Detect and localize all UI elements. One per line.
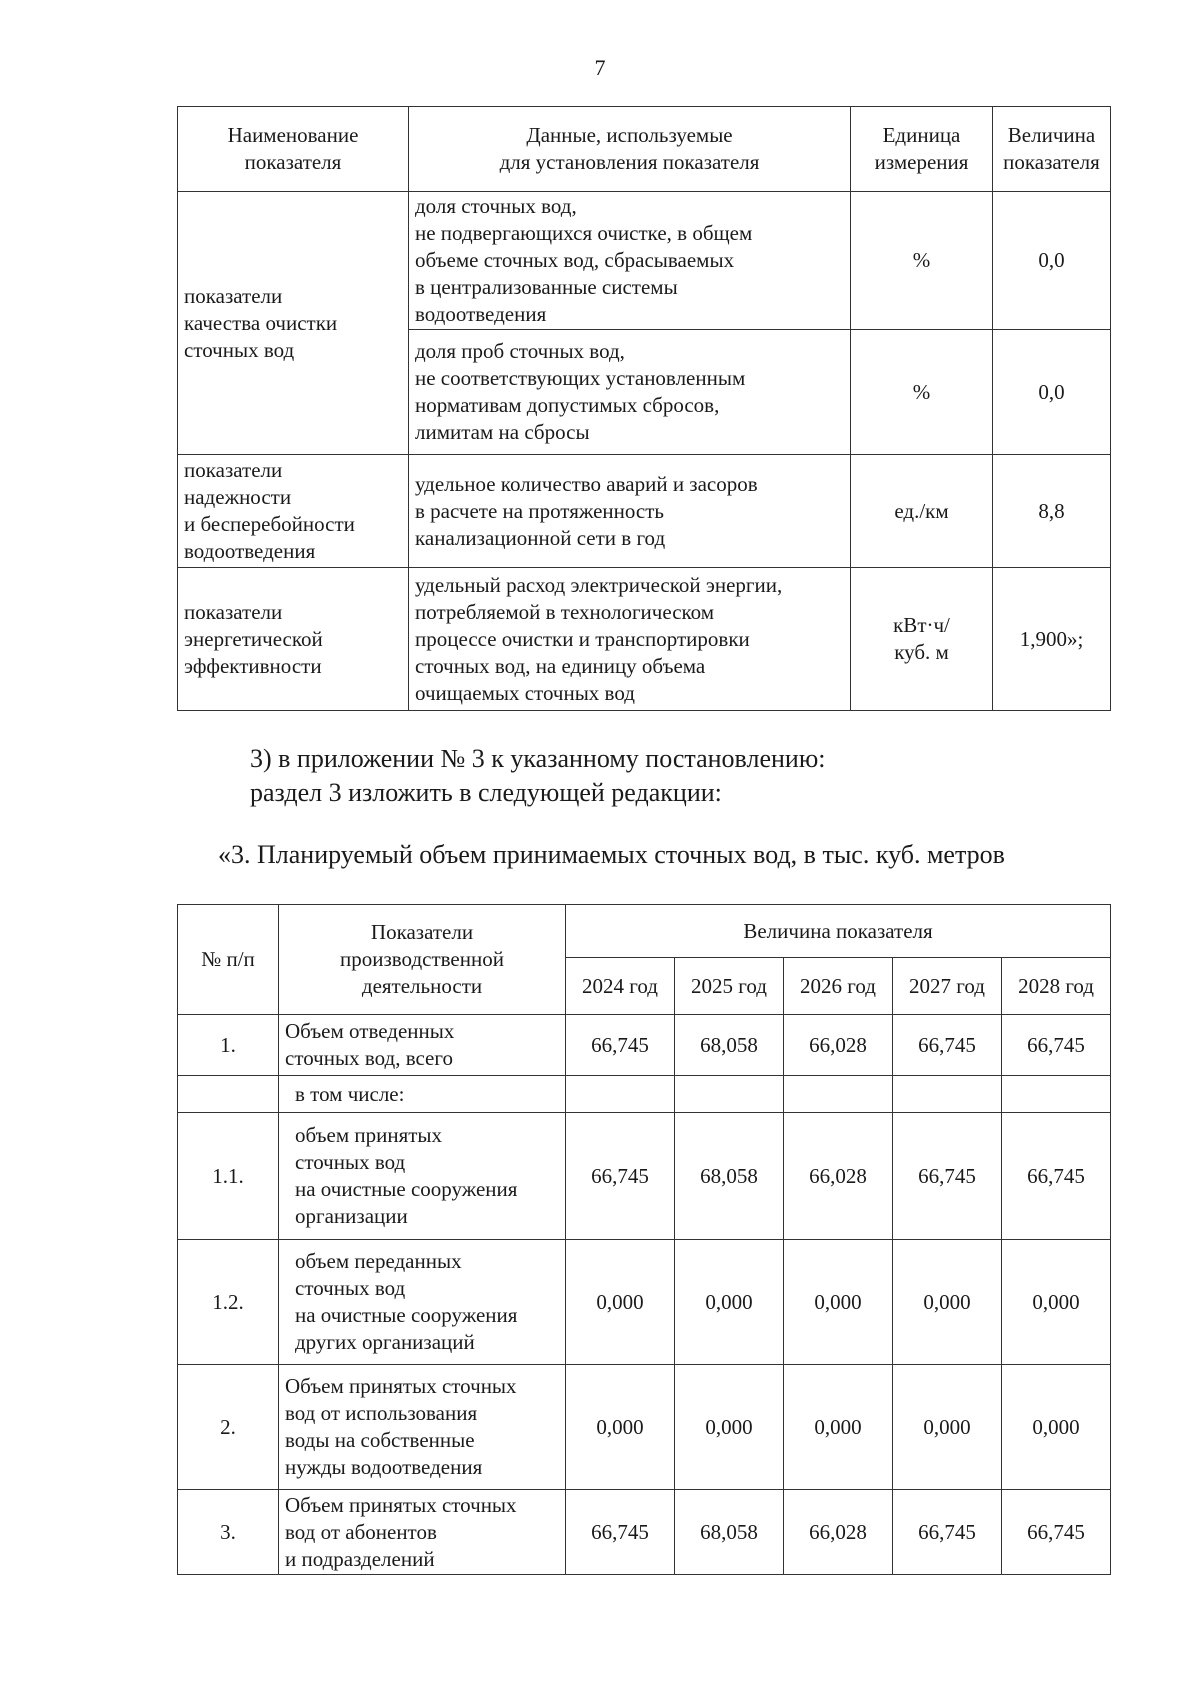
indicator-unit: % xyxy=(851,330,993,455)
section-title: «3. Планируемый объем принимаемых сточных вод, в тыс. куб. метров xyxy=(218,840,1005,869)
row-label: Объем принятых сточных вод от абонентов и подразделений xyxy=(279,1490,566,1575)
indicator-data: удельное количество аварий и засоров в расчете на протяженность канализационной сети в год xyxy=(409,455,851,568)
row-value: 66,745 xyxy=(893,1490,1002,1575)
header-indicator-name: Наименование показателя xyxy=(178,107,409,192)
header-row-number: № п/п xyxy=(178,905,279,1015)
row-value: 0,000 xyxy=(675,1365,784,1490)
row-value: 0,000 xyxy=(784,1240,893,1365)
indicator-data: доля проб сточных вод, не соответствующих установленным нормативам допустимых сбросов, лимитам на сбросы xyxy=(409,330,851,455)
row-value: 68,058 xyxy=(675,1113,784,1240)
header-year: 2024 год xyxy=(566,958,675,1015)
table-row xyxy=(178,1113,1111,1240)
row-label: Объем отведенных сточных вод, всего xyxy=(279,1015,566,1076)
header-year: 2025 год xyxy=(675,958,784,1015)
row-number: 1.1. xyxy=(178,1113,279,1240)
row-number: 3. xyxy=(178,1490,279,1575)
row-label: объем переданных сточных вод на очистные сооружения других организаций xyxy=(279,1240,566,1365)
row-value: 68,058 xyxy=(675,1015,784,1076)
planned-volume-table xyxy=(177,904,1111,1575)
page-number: 7 xyxy=(594,55,606,80)
row-value: 0,000 xyxy=(784,1365,893,1490)
row-value: 68,058 xyxy=(675,1490,784,1575)
header-unit: Единица измерения xyxy=(851,107,993,192)
indicator-data: удельный расход электрической энергии, потребляемой в технологическом процессе очистки и транспортировки сточных вод, на единицу объема очищаемых сточных вод xyxy=(409,568,851,711)
row-value xyxy=(1002,1076,1111,1113)
row-value: 0,000 xyxy=(1002,1240,1111,1365)
row-number: 2. xyxy=(178,1365,279,1490)
row-value: 66,745 xyxy=(566,1015,675,1076)
indicator-value: 0,0 xyxy=(993,192,1111,330)
header-year: 2027 год xyxy=(893,958,1002,1015)
table-row xyxy=(178,1015,1111,1076)
indicator-unit: % xyxy=(851,192,993,330)
row-value: 66,745 xyxy=(1002,1015,1111,1076)
row-value: 0,000 xyxy=(893,1240,1002,1365)
indicators-table xyxy=(177,106,1111,711)
table-row xyxy=(178,455,1111,568)
row-value: 0,000 xyxy=(1002,1365,1111,1490)
header-year: 2026 год xyxy=(784,958,893,1015)
amendment-text: 3) в приложении № 3 к указанному постановлению: раздел 3 изложить в следующей редакции: xyxy=(250,744,826,807)
indicator-value: 0,0 xyxy=(993,330,1111,455)
row-value: 66,028 xyxy=(784,1490,893,1575)
indicator-group-name: показатели надежности и бесперебойности водоотведения xyxy=(178,455,409,568)
row-value xyxy=(566,1076,675,1113)
row-value: 66,745 xyxy=(893,1113,1002,1240)
row-value: 66,745 xyxy=(893,1015,1002,1076)
row-label: объем принятых сточных вод на очистные сооружения организации xyxy=(279,1113,566,1240)
indicator-value: 1,900»; xyxy=(993,568,1111,711)
row-value: 66,028 xyxy=(784,1113,893,1240)
table-row xyxy=(178,1490,1111,1575)
indicator-group-name: показатели энергетической эффективности xyxy=(178,568,409,711)
row-value: 66,745 xyxy=(1002,1113,1111,1240)
row-label: в том числе: xyxy=(279,1076,566,1113)
table-row xyxy=(178,568,1111,711)
row-value: 66,745 xyxy=(566,1490,675,1575)
row-value: 0,000 xyxy=(893,1365,1002,1490)
row-label: Объем принятых сточных вод от использования воды на собственные нужды водоотведения xyxy=(279,1365,566,1490)
row-number xyxy=(178,1076,279,1113)
table-row xyxy=(178,1240,1111,1365)
indicator-value: 8,8 xyxy=(993,455,1111,568)
header-value: Величина показателя xyxy=(993,107,1111,192)
row-value xyxy=(784,1076,893,1113)
header-indicator: Показатели производственной деятельности xyxy=(279,905,566,1015)
row-number: 1. xyxy=(178,1015,279,1076)
row-value xyxy=(675,1076,784,1113)
row-value: 66,745 xyxy=(566,1113,675,1240)
row-value: 0,000 xyxy=(566,1365,675,1490)
indicator-unit: ед./км xyxy=(851,455,993,568)
indicator-data: доля сточных вод, не подвергающихся очистке, в общем объеме сточных вод, сбрасываемых в централизованные системы водоотведения xyxy=(409,192,851,330)
table-header-row xyxy=(178,905,1111,958)
indicator-unit: кВт·ч/ куб. м xyxy=(851,568,993,711)
table-row xyxy=(178,192,1111,330)
header-year: 2028 год xyxy=(1002,958,1111,1015)
row-value: 0,000 xyxy=(566,1240,675,1365)
table-header-row xyxy=(178,107,1111,192)
table-row xyxy=(178,1076,1111,1113)
row-number: 1.2. xyxy=(178,1240,279,1365)
header-value-group: Величина показателя xyxy=(566,905,1111,958)
row-value: 66,028 xyxy=(784,1015,893,1076)
header-data-used: Данные, используемые для установления показателя xyxy=(409,107,851,192)
indicator-group-name: показатели качества очистки сточных вод xyxy=(178,192,409,455)
row-value: 0,000 xyxy=(675,1240,784,1365)
row-value xyxy=(893,1076,1002,1113)
row-value: 66,745 xyxy=(1002,1490,1111,1575)
table-row xyxy=(178,1365,1111,1490)
